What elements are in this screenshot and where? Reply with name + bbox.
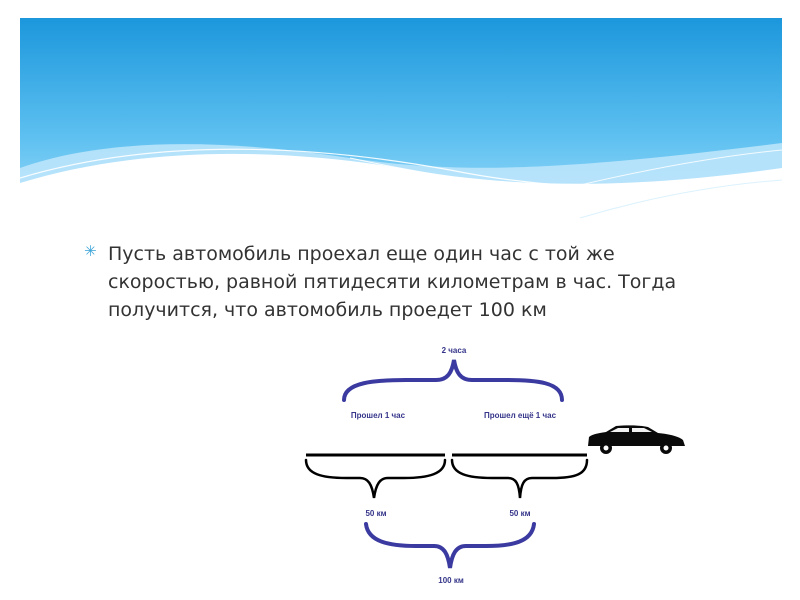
left-time-label: Прошел 1 час bbox=[350, 411, 406, 420]
header-wave-banner bbox=[20, 18, 782, 233]
star-bullet-icon: ✳ bbox=[84, 242, 97, 260]
left-distance-label: 50 км bbox=[365, 509, 387, 518]
bottom-total-label: 100 км bbox=[438, 576, 464, 585]
top-brace bbox=[344, 360, 562, 400]
car-icon bbox=[588, 425, 685, 454]
right-bottom-brace bbox=[452, 460, 587, 498]
bullet-item bbox=[84, 240, 724, 324]
bottom-total-brace bbox=[366, 524, 534, 568]
top-total-label: 2 часа bbox=[441, 346, 467, 355]
bullet-text: Пусть автомобиль проехал еще один час с той же скоростью, равной пятидесяти километрам в час. Тогда получится, что автомобиль проедет 100 км bbox=[108, 243, 677, 321]
distance-diagram bbox=[296, 338, 696, 590]
left-bottom-brace bbox=[306, 460, 445, 498]
right-distance-label: 50 км bbox=[509, 509, 531, 518]
right-time-label: Прошел ещё 1 час bbox=[483, 411, 557, 420]
